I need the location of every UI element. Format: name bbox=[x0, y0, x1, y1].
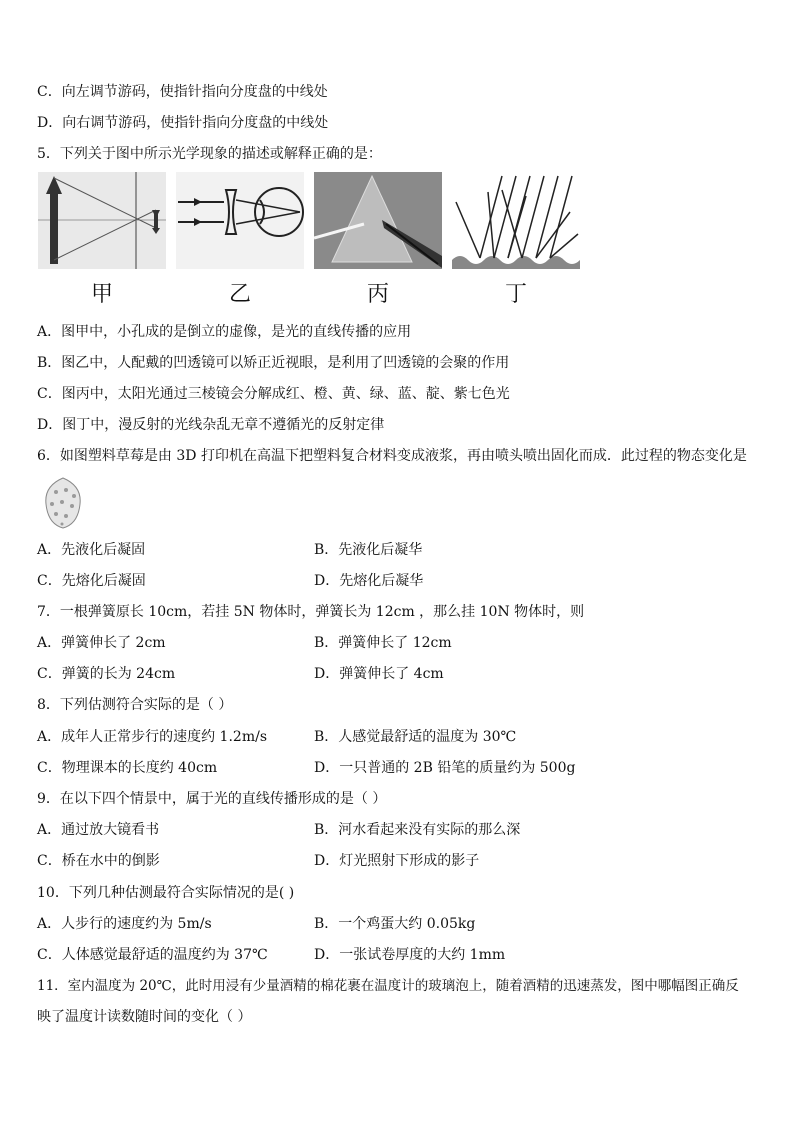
strawberry-image bbox=[38, 474, 88, 530]
figure-label-bing: 丙 bbox=[366, 282, 389, 307]
q6-option-d: D．先熔化后凝华 bbox=[314, 573, 424, 589]
option-d-previous: D．向右调节游码，使指针指向分度盘的中线处 bbox=[37, 115, 329, 131]
q8-option-a: A．成年人正常步行的速度约 1.2m/s bbox=[37, 729, 268, 745]
q9-option-b: B．河水看起来没有实际的那么深 bbox=[314, 822, 521, 838]
figure-jia-pinhole bbox=[38, 172, 166, 269]
option-c-previous: C．向左调节游码，使指针指向分度盘的中线处 bbox=[37, 84, 328, 100]
figure-label-yi: 乙 bbox=[228, 282, 251, 307]
figure-label-jia: 甲 bbox=[90, 282, 113, 307]
q9-option-a: A．通过放大镜看书 bbox=[37, 822, 160, 838]
question-9: 9．在以下四个情景中，属于光的直线传播形成的是（ ） bbox=[37, 791, 387, 807]
q10-option-b: B．一个鸡蛋大约 0.05kg bbox=[314, 916, 476, 932]
q5-option-c: C．图丙中，太阳光通过三棱镜会分解成红、橙、黄、绿、蓝、靛、紫七色光 bbox=[37, 386, 510, 402]
question-11-line-2: 映了温度计读数随时间的变化（ ） bbox=[37, 1009, 252, 1025]
figure-bing-prism bbox=[314, 172, 442, 269]
q7-option-a: A．弹簧伸长了 2cm bbox=[37, 635, 166, 651]
q5-option-d: D．图丁中，漫反射的光线杂乱无章不遵循光的反射定律 bbox=[37, 417, 385, 433]
q10-option-c: C．人体感觉最舒适的温度约为 37℃ bbox=[37, 947, 268, 963]
q8-option-d: D．一只普通的 2B 铅笔的质量约为 500g bbox=[314, 760, 576, 776]
q9-option-d: D．灯光照射下形成的影子 bbox=[314, 853, 480, 869]
q7-option-c: C．弹簧的长为 24cm bbox=[37, 666, 176, 682]
q6-option-a: A．先液化后凝固 bbox=[37, 542, 146, 558]
q6-option-c: C．先熔化后凝固 bbox=[37, 573, 146, 589]
q9-option-c: C．桥在水中的倒影 bbox=[37, 853, 160, 869]
q7-option-d: D．弹簧伸长了 4cm bbox=[314, 666, 444, 682]
question-11-line-1: 11．室内温度为 20℃，此时用浸有少量酒精的棉花裹在温度计的玻璃泡上，随着酒精的迅速蒸发，图中哪幅图正确反 bbox=[37, 978, 739, 994]
question-7: 7．一根弹簧原长 10cm，若挂 5N 物体时，弹簧长为 12cm ，那么挂 10N 物体时，则 bbox=[37, 604, 585, 620]
q8-option-b: B．人感觉最舒适的温度为 30℃ bbox=[314, 729, 517, 745]
figure-ding-diffuse-reflection bbox=[452, 172, 580, 269]
question-10: 10．下列几种估测最符合实际情况的是( ) bbox=[37, 885, 295, 901]
question-6: 6．如图塑料草莓是由 3D 打印机在高温下把塑料复合材料变成液浆，再由喷头喷出固化而成．此过程的物态变化是 bbox=[37, 448, 747, 464]
figure-label-ding: 丁 bbox=[504, 282, 527, 307]
q5-option-b: B．图乙中，人配戴的凹透镜可以矫正近视眼，是利用了凹透镜的会聚的作用 bbox=[37, 355, 510, 371]
q8-option-c: C．物理课本的长度约 40cm bbox=[37, 760, 218, 776]
q6-option-b: B．先液化后凝华 bbox=[314, 542, 423, 558]
q10-option-a: A．人步行的速度约为 5m/s bbox=[37, 916, 212, 932]
q10-option-d: D．一张试卷厚度的大约 1mm bbox=[314, 947, 506, 963]
question-5: 5．下列关于图中所示光学现象的描述或解释正确的是： bbox=[37, 146, 382, 162]
q7-option-b: B．弹簧伸长了 12cm bbox=[314, 635, 452, 651]
figure-yi-eye-lens bbox=[176, 172, 304, 269]
question-8: 8．下列估测符合实际的是（ ） bbox=[37, 697, 233, 713]
q5-option-a: A．图甲中，小孔成的是倒立的虚像，是光的直线传播的应用 bbox=[37, 324, 412, 340]
